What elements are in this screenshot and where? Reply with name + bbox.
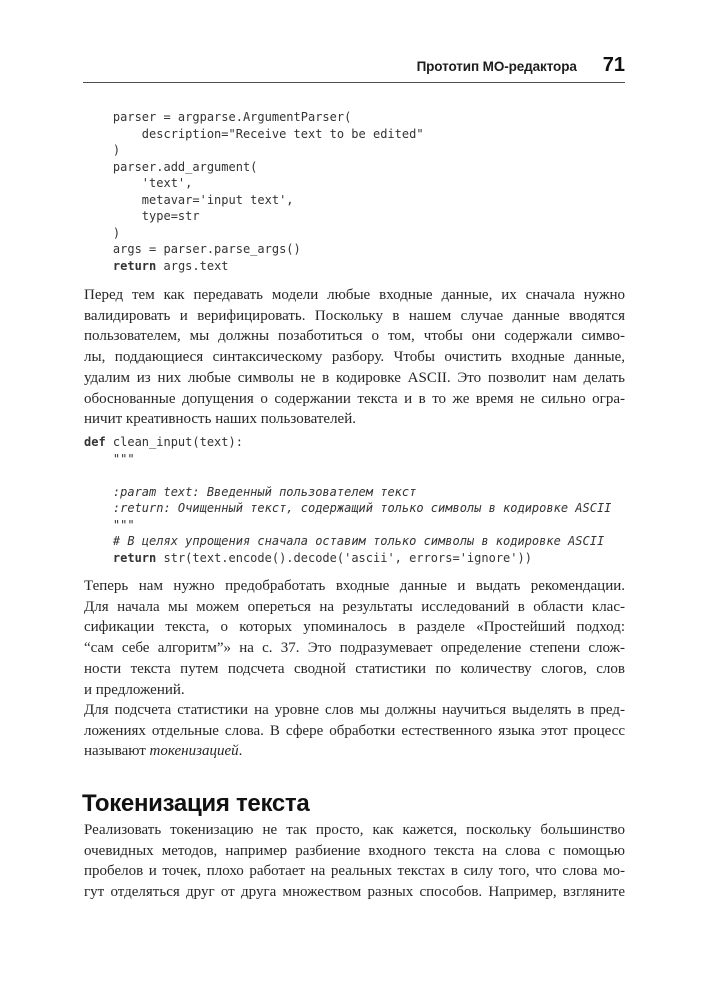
text-line: пользователем, мы должны позаботиться о том, чтобы они содержали симво- xyxy=(84,328,625,345)
text-line: Перед тем как передавать модели любые входные данные, их сначала нужно xyxy=(84,287,625,303)
text-line: ) xyxy=(84,143,121,157)
section-heading: Токенизация текста xyxy=(82,790,310,817)
text-line: parser = argparse.ArgumentParser( xyxy=(84,110,352,124)
text-line: ложениях отдельные слова. В сфере обработки естественного языка этот процесс xyxy=(84,722,625,739)
header-rule xyxy=(83,82,625,83)
text-line: """ xyxy=(84,451,135,466)
page-header xyxy=(84,54,625,77)
text-line: обоснованные допущения о содержании текста и в то же время не сильно огра- xyxy=(84,390,625,407)
paragraph-input-validation xyxy=(84,285,625,430)
text-line: :param text: Введенный пользователем текст xyxy=(112,484,417,499)
code-block-argparse xyxy=(84,109,424,274)
text-line: args = parser.parse_args() xyxy=(84,242,301,256)
text-line: ) xyxy=(84,225,121,240)
text-line: def clean_input(text): xyxy=(84,435,243,449)
text-line: и предложений. xyxy=(84,681,185,698)
text-line: называют токенизацией. xyxy=(84,743,243,760)
running-head-title: Прототип МО-редактора xyxy=(416,59,577,74)
text-line: Для начала мы можем опереться на результаты исследований в области клас- xyxy=(84,598,625,615)
text-line: Для подсчета статистики на уровне слов мы должны научиться выделять в пред- xyxy=(84,702,625,718)
text-line: очевидных методов, например разбиение входного текста на слова с помощью xyxy=(84,842,625,859)
text-line: :return: Очищенный текст, содержащий только символы в кодировке ASCII xyxy=(112,501,612,515)
page-number: 71 xyxy=(602,54,625,76)
text-line: валидировать и верифицировать. Поскольку в нашем случае данные вводятся xyxy=(84,307,625,324)
text-line: return str(text.encode().decode('ascii', errors='ignore')) xyxy=(112,550,532,565)
text-line: ности текста путем подсчета сводной статистики по количеству слогов, слов xyxy=(84,660,625,677)
paragraph-preprocessing xyxy=(84,576,625,700)
text-line: Теперь нам нужно предобработать входные данные и выдать рекомендации. xyxy=(84,578,625,594)
text-line: # В целях упрощения сначала оставим только символы в кодировке ASCII xyxy=(112,534,605,548)
paragraph-word-statistics xyxy=(84,700,625,762)
text-line: сификации текста, о которых упоминалось в разделе «Простейший подход: xyxy=(84,619,625,636)
text-line: type=str xyxy=(84,209,200,223)
paragraph-tokenization-body xyxy=(84,820,625,903)
text-line: ничит креативность наших пользователей. xyxy=(84,411,356,428)
code-block-clean-input xyxy=(84,434,611,566)
text-line: description="Receive text to be edited" xyxy=(84,126,424,141)
text-line: гут отделяться друг от друга множеством разных способов. Например, взгляните xyxy=(84,884,625,901)
text-line: “сам себе алгоритм”» на с. 37. Это подразумевает определение степени слож- xyxy=(84,640,625,657)
text-line: """ xyxy=(84,517,135,532)
text-line: лы, поддающиеся синтаксическому разбору. Чтобы очистить входные данные, xyxy=(84,349,625,366)
text-line: удалим из них любые символы не в кодировке ASCII. Это позволит нам делать xyxy=(84,369,625,386)
text-line: return args.text xyxy=(112,258,229,273)
text-line xyxy=(84,467,611,484)
text-line: metavar='input text', xyxy=(84,192,294,207)
text-line: parser.add_argument( xyxy=(84,159,258,174)
text-line: Реализовать токенизацию не так просто, как кажется, поскольку большинство xyxy=(84,822,625,838)
text-line: 'text', xyxy=(84,176,193,190)
text-line: пробелов и точек, плохо работает на реальных текстах в силу того, что слова мо- xyxy=(84,863,625,880)
